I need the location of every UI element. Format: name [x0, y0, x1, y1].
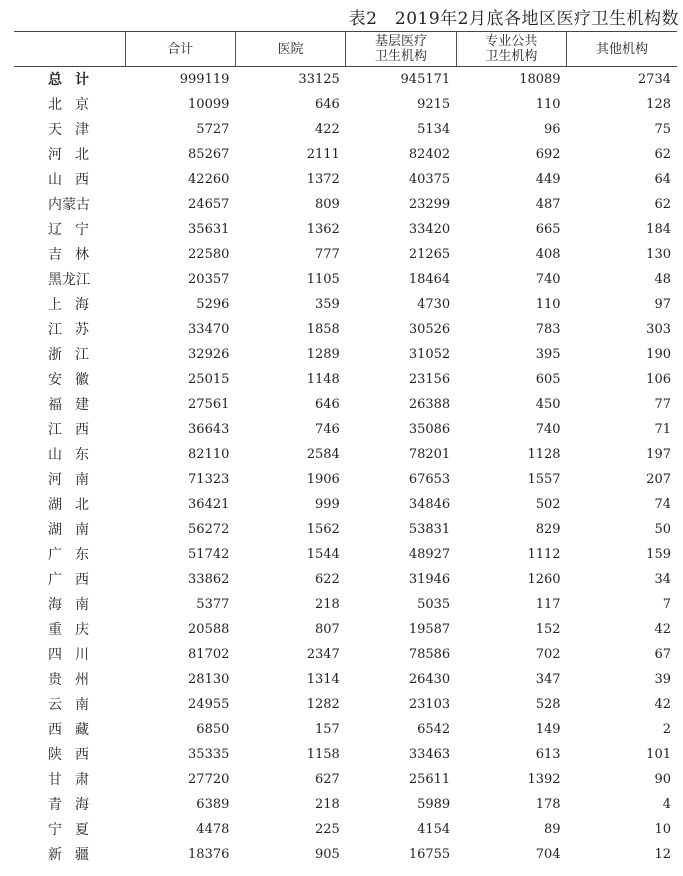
region-cell: 甘肃: [48, 772, 102, 788]
value-cell: 999: [314, 496, 340, 512]
value-cell: 40375: [408, 171, 451, 187]
table-row: [14, 842, 677, 867]
table-row: [14, 542, 677, 567]
value-cell: 6850: [196, 721, 230, 737]
value-cell: 807: [314, 621, 340, 637]
value-cell: 33862: [188, 571, 230, 587]
value-cell: 149: [535, 721, 561, 737]
value-cell: 130: [646, 246, 671, 262]
value-cell: 646: [314, 96, 340, 112]
region-cell: 四川: [48, 647, 102, 663]
region-cell: 重庆: [48, 622, 102, 638]
table-row: [14, 417, 677, 442]
region-cell: 青海: [48, 797, 102, 813]
table-row: [14, 317, 677, 342]
region-cell: 浙江: [48, 347, 102, 363]
value-cell: 78586: [408, 646, 451, 662]
value-cell: 75: [654, 121, 671, 137]
region-cell: 西藏: [48, 722, 102, 738]
value-cell: 207: [646, 471, 671, 487]
column-header: 基层医疗 卫生机构: [346, 32, 456, 67]
value-cell: 20588: [188, 621, 230, 637]
value-cell: 78201: [408, 446, 451, 462]
value-cell: 5035: [417, 596, 451, 612]
value-cell: 1544: [306, 546, 340, 562]
value-cell: 50: [654, 521, 671, 537]
value-cell: 905: [314, 846, 340, 862]
column-header-region: [14, 32, 125, 67]
value-cell: 19587: [408, 621, 451, 637]
table-row: [14, 717, 677, 742]
value-cell: 1314: [306, 671, 340, 687]
value-cell: 71323: [188, 471, 230, 487]
region-cell: 宁夏: [48, 822, 102, 838]
table-row: [14, 217, 677, 242]
region-cell: 总计: [48, 72, 102, 89]
value-cell: 1260: [527, 571, 561, 587]
value-cell: 450: [535, 396, 561, 412]
table-row: [14, 767, 677, 792]
region-cell: 广东: [48, 547, 102, 563]
value-cell: 528: [535, 696, 561, 712]
value-cell: 24657: [188, 196, 230, 212]
value-cell: 746: [314, 421, 340, 437]
value-cell: 152: [535, 621, 561, 637]
region-cell: 安徽: [48, 372, 102, 388]
value-cell: 1562: [306, 521, 340, 537]
value-cell: 6542: [417, 721, 451, 737]
table-row: [14, 167, 677, 192]
value-cell: 783: [535, 321, 561, 337]
value-cell: 12: [654, 846, 671, 862]
value-cell: 622: [314, 571, 340, 587]
value-cell: 218: [314, 596, 340, 612]
value-cell: 16755: [408, 846, 451, 862]
value-cell: 24955: [188, 696, 230, 712]
value-cell: 23299: [408, 196, 451, 212]
value-cell: 97: [654, 296, 671, 312]
value-cell: 945171: [400, 71, 451, 87]
value-cell: 35631: [188, 221, 230, 237]
value-cell: 692: [535, 146, 561, 162]
value-cell: 33420: [408, 221, 451, 237]
region-cell: 福建: [48, 397, 102, 413]
total-row: [14, 67, 677, 92]
value-cell: 90: [654, 771, 671, 787]
value-cell: 33470: [188, 321, 230, 337]
value-cell: 5296: [196, 296, 230, 312]
value-cell: 42260: [188, 171, 230, 187]
value-cell: 64: [654, 171, 671, 187]
value-cell: 1557: [527, 471, 561, 487]
value-cell: 2111: [306, 146, 340, 162]
column-header: 其他机构: [567, 32, 677, 67]
region-cell: 江西: [48, 422, 102, 438]
value-cell: 34846: [408, 496, 451, 512]
value-cell: 4730: [417, 296, 451, 312]
table-row: [14, 442, 677, 467]
value-cell: 1112: [527, 546, 561, 562]
value-cell: 36643: [188, 421, 230, 437]
region-cell: 广西: [48, 572, 102, 588]
table-row: [14, 117, 677, 142]
value-cell: 704: [535, 846, 561, 862]
table-row: [14, 592, 677, 617]
value-cell: 74: [654, 496, 671, 512]
column-header: 合计: [125, 32, 235, 67]
table-body: [14, 67, 677, 867]
region-cell: 江苏: [48, 322, 102, 338]
value-cell: 395: [535, 346, 561, 362]
value-cell: 33463: [408, 746, 451, 762]
region-cell: 上海: [48, 297, 102, 313]
table-row: [14, 617, 677, 642]
region-cell: 湖南: [48, 522, 102, 538]
table-row: [14, 792, 677, 817]
table-row: [14, 142, 677, 167]
value-cell: 26430: [408, 671, 451, 687]
value-cell: 218: [314, 796, 340, 812]
value-cell: 48: [654, 271, 671, 287]
table-row: [14, 817, 677, 842]
value-cell: 2: [662, 721, 671, 737]
value-cell: 110: [535, 296, 561, 312]
value-cell: 36421: [188, 496, 230, 512]
value-cell: 128: [646, 96, 671, 112]
value-cell: 1362: [306, 221, 340, 237]
region-cell: 贵州: [48, 672, 102, 688]
value-cell: 23156: [408, 371, 451, 387]
value-cell: 10099: [188, 96, 230, 112]
value-cell: 487: [535, 196, 561, 212]
value-cell: 1158: [306, 746, 340, 762]
value-cell: 33125: [298, 71, 340, 87]
value-cell: 22580: [188, 246, 230, 262]
value-cell: 4478: [196, 821, 230, 837]
value-cell: 502: [535, 496, 561, 512]
value-cell: 21265: [408, 246, 451, 262]
value-cell: 26388: [408, 396, 451, 412]
region-cell: 海南: [48, 597, 102, 613]
value-cell: 82110: [188, 446, 230, 462]
value-cell: 117: [535, 596, 561, 612]
region-cell: 山东: [48, 447, 102, 463]
table-row: [14, 192, 677, 217]
value-cell: 10: [654, 821, 671, 837]
data-table: [14, 31, 677, 867]
value-cell: 30526: [408, 321, 451, 337]
value-cell: 1392: [527, 771, 561, 787]
value-cell: 829: [535, 521, 561, 537]
value-cell: 31946: [408, 571, 451, 587]
region-cell: 内蒙古: [48, 197, 90, 213]
value-cell: 2584: [306, 446, 340, 462]
region-cell: 天津: [48, 122, 102, 138]
value-cell: 7: [662, 596, 671, 612]
value-cell: 35086: [408, 421, 451, 437]
value-cell: 18089: [519, 71, 561, 87]
value-cell: 777: [314, 246, 340, 262]
value-cell: 67653: [408, 471, 451, 487]
value-cell: 106: [646, 371, 671, 387]
table-row: [14, 742, 677, 767]
value-cell: 27720: [188, 771, 230, 787]
value-cell: 4: [662, 796, 671, 812]
table-row: [14, 92, 677, 117]
table-row: [14, 692, 677, 717]
value-cell: 2347: [306, 646, 340, 662]
region-cell: 吉林: [48, 247, 102, 263]
region-cell: 河南: [48, 472, 102, 488]
value-cell: 42: [654, 621, 671, 637]
table-row: [14, 467, 677, 492]
value-cell: 225: [314, 821, 340, 837]
value-cell: 422: [314, 121, 340, 137]
value-cell: 2734: [637, 71, 671, 87]
value-cell: 39: [654, 671, 671, 687]
value-cell: 347: [535, 671, 561, 687]
value-cell: 89: [544, 821, 561, 837]
value-cell: 6389: [196, 796, 230, 812]
region-cell: 辽宁: [48, 222, 102, 238]
value-cell: 303: [646, 321, 671, 337]
value-cell: 1906: [306, 471, 340, 487]
value-cell: 1372: [306, 171, 340, 187]
table-row: [14, 342, 677, 367]
value-cell: 665: [535, 221, 561, 237]
region-cell: 云南: [48, 697, 102, 713]
value-cell: 85267: [188, 146, 230, 162]
value-cell: 42: [654, 696, 671, 712]
value-cell: 646: [314, 396, 340, 412]
region-cell: 新疆: [48, 847, 102, 863]
table-row: [14, 242, 677, 267]
column-header: 医院: [235, 32, 345, 67]
table-header: [14, 32, 677, 67]
value-cell: 62: [654, 146, 671, 162]
table-row: [14, 567, 677, 592]
value-cell: 449: [535, 171, 561, 187]
value-cell: 613: [535, 746, 561, 762]
value-cell: 9215: [417, 96, 451, 112]
value-cell: 5989: [417, 796, 451, 812]
value-cell: 1289: [306, 346, 340, 362]
value-cell: 82402: [408, 146, 451, 162]
value-cell: 48927: [408, 546, 451, 562]
value-cell: 605: [535, 371, 561, 387]
table-row: [14, 267, 677, 292]
value-cell: 1858: [306, 321, 340, 337]
value-cell: 32926: [188, 346, 230, 362]
value-cell: 101: [646, 746, 671, 762]
value-cell: 62: [654, 196, 671, 212]
value-cell: 1148: [306, 371, 340, 387]
value-cell: 5134: [417, 121, 451, 137]
column-header: 专业公共 卫生机构: [456, 32, 566, 67]
value-cell: 67: [654, 646, 671, 662]
value-cell: 184: [646, 221, 671, 237]
value-cell: 5377: [196, 596, 230, 612]
value-cell: 159: [646, 546, 671, 562]
value-cell: 408: [535, 246, 561, 262]
value-cell: 28130: [188, 671, 230, 687]
value-cell: 71: [654, 421, 671, 437]
value-cell: 18464: [408, 271, 451, 287]
value-cell: 4154: [417, 821, 451, 837]
value-cell: 27561: [188, 396, 230, 412]
value-cell: 178: [535, 796, 561, 812]
table-row: [14, 392, 677, 417]
region-cell: 河北: [48, 147, 102, 163]
value-cell: 56272: [188, 521, 230, 537]
table-title: 表2 2019年2月底各地区医疗卫生机构数: [348, 9, 679, 29]
value-cell: 96: [544, 121, 561, 137]
value-cell: 31052: [408, 346, 451, 362]
value-cell: 23103: [408, 696, 451, 712]
value-cell: 18376: [188, 846, 230, 862]
value-cell: 809: [314, 196, 340, 212]
value-cell: 627: [314, 771, 340, 787]
region-cell: 北京: [48, 97, 102, 113]
region-cell: 山西: [48, 172, 102, 188]
value-cell: 110: [535, 96, 561, 112]
table-row: [14, 492, 677, 517]
value-cell: 25015: [188, 371, 230, 387]
value-cell: 1128: [527, 446, 561, 462]
value-cell: 740: [535, 271, 561, 287]
value-cell: 999119: [179, 71, 230, 87]
value-cell: 190: [646, 346, 671, 362]
value-cell: 1105: [306, 271, 340, 287]
region-cell: 黑龙江: [48, 272, 90, 288]
value-cell: 740: [535, 421, 561, 437]
value-cell: 157: [314, 721, 340, 737]
value-cell: 1282: [306, 696, 340, 712]
value-cell: 51742: [188, 546, 230, 562]
value-cell: 702: [535, 646, 561, 662]
value-cell: 53831: [408, 521, 451, 537]
value-cell: 77: [654, 396, 671, 412]
value-cell: 35335: [188, 746, 230, 762]
table-row: [14, 292, 677, 317]
value-cell: 81702: [188, 646, 230, 662]
value-cell: 34: [654, 571, 671, 587]
value-cell: 359: [314, 296, 340, 312]
table-row: [14, 517, 677, 542]
value-cell: 20357: [188, 271, 230, 287]
region-cell: 湖北: [48, 497, 102, 513]
value-cell: 25611: [408, 771, 451, 787]
value-cell: 197: [646, 446, 671, 462]
table-row: [14, 642, 677, 667]
table-row: [14, 367, 677, 392]
value-cell: 5727: [196, 121, 230, 137]
region-cell: 陕西: [48, 747, 102, 763]
table-row: [14, 667, 677, 692]
